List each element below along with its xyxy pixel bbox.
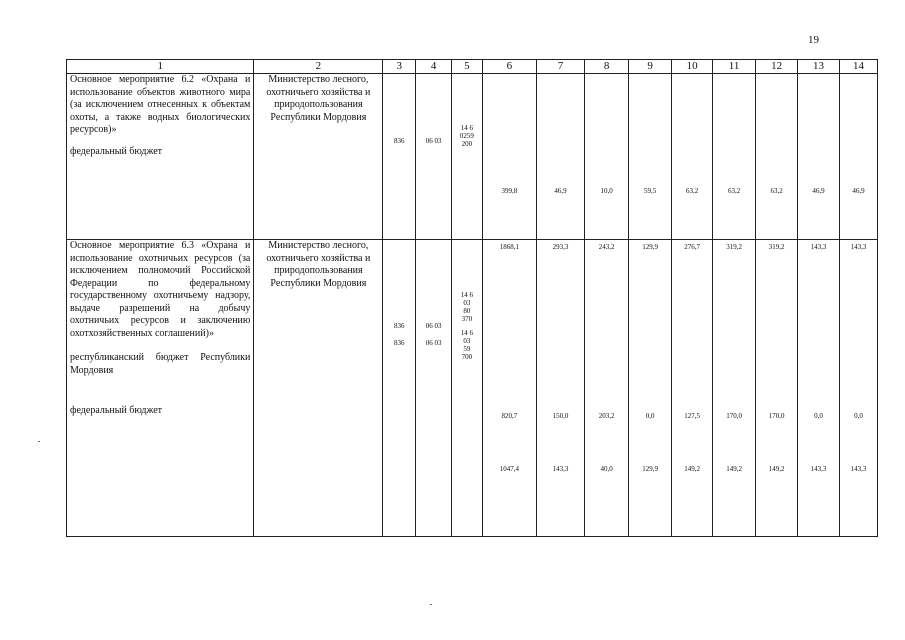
ministry-name: Министерство лесного, охотничьего хозяйства и природопользования Республики Мордовия: [266, 74, 371, 123]
value-cell: [536, 240, 584, 537]
value-cell: [536, 74, 584, 240]
csr-code: 200: [461, 140, 473, 148]
grbs-code: 836: [394, 322, 405, 330]
budget-source: федеральный бюджет: [70, 405, 163, 416]
value-cell: [756, 74, 798, 240]
value-fed: 143,3: [850, 465, 867, 473]
value-cell: [629, 240, 672, 537]
col-header: 12: [756, 60, 798, 74]
scan-speck: [430, 604, 432, 605]
value-fed: 149,2: [726, 465, 742, 473]
csr-code: 14 6: [460, 329, 473, 337]
value: 59,5: [644, 187, 657, 195]
value: 46,9: [554, 187, 567, 195]
grbs-code: 836: [394, 137, 405, 145]
value-rep: 203,2: [598, 412, 615, 420]
value-total: 143,3: [850, 243, 867, 251]
grbs-cell: [383, 240, 416, 537]
value-rep: 170,0: [768, 412, 785, 420]
grbs-code: 836: [394, 339, 405, 347]
value-cell: [713, 240, 756, 537]
table-row: [67, 240, 878, 537]
value-cell: [482, 240, 536, 537]
col-header: 3: [383, 60, 416, 74]
activity-title: Основное мероприятие 6.2 «Охрана и использование объектов животного мира (за исключением отнесенных к объектам охоты, а также водных биологических ресурсов)»: [70, 74, 251, 135]
value-rep: 127,5: [684, 412, 700, 420]
rzpr-code: 06 03: [425, 339, 442, 347]
ministry-cell: [254, 240, 383, 537]
csr-code: 370: [461, 315, 473, 323]
value-rep: 0,0: [814, 412, 823, 420]
budget-source: республиканский бюджет Республики Мордовия: [70, 352, 251, 376]
value: 63,2: [727, 187, 741, 195]
value-fed: 1047,4: [499, 465, 519, 473]
value-fed: 149,2: [684, 465, 700, 473]
value-cell: [672, 240, 713, 537]
rzpr-cell: [416, 240, 452, 537]
value: 46,9: [812, 187, 825, 195]
header-row: [67, 60, 878, 74]
grbs-cell: [383, 74, 416, 240]
value-cell: [840, 74, 878, 240]
value-rep: 0,0: [854, 412, 863, 420]
value-total: 319,2: [726, 243, 742, 251]
value-fed: 143,3: [552, 465, 569, 473]
ministry-name: Министерство лесного, охотничьего хозяйства и природопользования Республики Мордовия: [266, 240, 371, 289]
value-rep: 0,0: [645, 412, 655, 420]
col-header: 7: [536, 60, 584, 74]
value-cell: [798, 240, 840, 537]
value-rep: 170,0: [726, 412, 742, 420]
value: 63,2: [770, 187, 783, 195]
value-total: 1868,1: [499, 243, 519, 251]
col-header: 13: [798, 60, 840, 74]
csr-code: 03: [463, 337, 471, 345]
value-cell: [713, 74, 756, 240]
csr-code: 14 6: [460, 291, 473, 299]
value-total: 293,3: [552, 243, 569, 251]
col-header: 11: [713, 60, 756, 74]
value-cell: [798, 74, 840, 240]
value-total: 143,3: [810, 243, 827, 251]
page-number: 19: [808, 34, 819, 46]
activity-title: Основное мероприятие 6.3 «Охрана и использование охотничьих ресурсов (за исключением полномочий Российской Федерации по федеральному государственному охотничьему надзору, выдаче разрешений на добычу охотничьих ресурсов и заключению охотхозяйственных соглашений)»: [70, 240, 251, 339]
col-header: 4: [416, 60, 452, 74]
csr-code: 14 6: [460, 124, 473, 132]
value-fed: 149,2: [768, 465, 785, 473]
col-header: 9: [629, 60, 672, 74]
csr-code: 0259: [459, 132, 474, 140]
csr-code: 59: [463, 345, 471, 353]
value-fed: 143,3: [810, 465, 827, 473]
value-cell: [756, 240, 798, 537]
value: 46,9: [852, 187, 865, 195]
csr-code: 700: [461, 353, 473, 361]
value-total: 243,2: [598, 243, 615, 251]
table-row: [67, 74, 878, 240]
csr-code: 03: [463, 299, 471, 307]
scan-speck: [38, 441, 40, 442]
value-fed: 129,9: [642, 465, 658, 473]
activity-cell: [67, 240, 254, 537]
col-header: 14: [840, 60, 878, 74]
value-cell: [585, 74, 629, 240]
value-rep: 150,0: [552, 412, 569, 420]
value-total: 129,9: [642, 243, 658, 251]
value-cell: [585, 240, 629, 537]
value-cell: [672, 74, 713, 240]
rzpr-cell: [416, 74, 452, 240]
value-rep: 820,7: [501, 412, 518, 420]
value-fed: 40,0: [600, 465, 613, 473]
ministry-cell: [254, 74, 383, 240]
value: 10,0: [600, 187, 613, 195]
value-total: 319,2: [768, 243, 785, 251]
csr-code: 80: [463, 307, 471, 315]
rzpr-code: 06 03: [425, 137, 442, 145]
col-header: 6: [482, 60, 536, 74]
value-cell: [629, 74, 672, 240]
budget-source: федеральный бюджет: [70, 145, 163, 157]
value-total: 276,7: [684, 243, 700, 251]
col-header: 2: [254, 60, 383, 74]
rzpr-code: 06 03: [425, 322, 442, 330]
value: 63,2: [685, 187, 699, 195]
col-header: 10: [672, 60, 713, 74]
value-cell: [482, 74, 536, 240]
col-header: 5: [451, 60, 482, 74]
value: 399,8: [501, 187, 518, 195]
csr-cell: [451, 74, 482, 240]
col-header: 8: [585, 60, 629, 74]
budget-table: [66, 59, 878, 537]
value-cell: [840, 240, 878, 537]
csr-cell: [451, 240, 482, 537]
col-header: 1: [67, 60, 254, 74]
activity-cell: [67, 74, 254, 240]
